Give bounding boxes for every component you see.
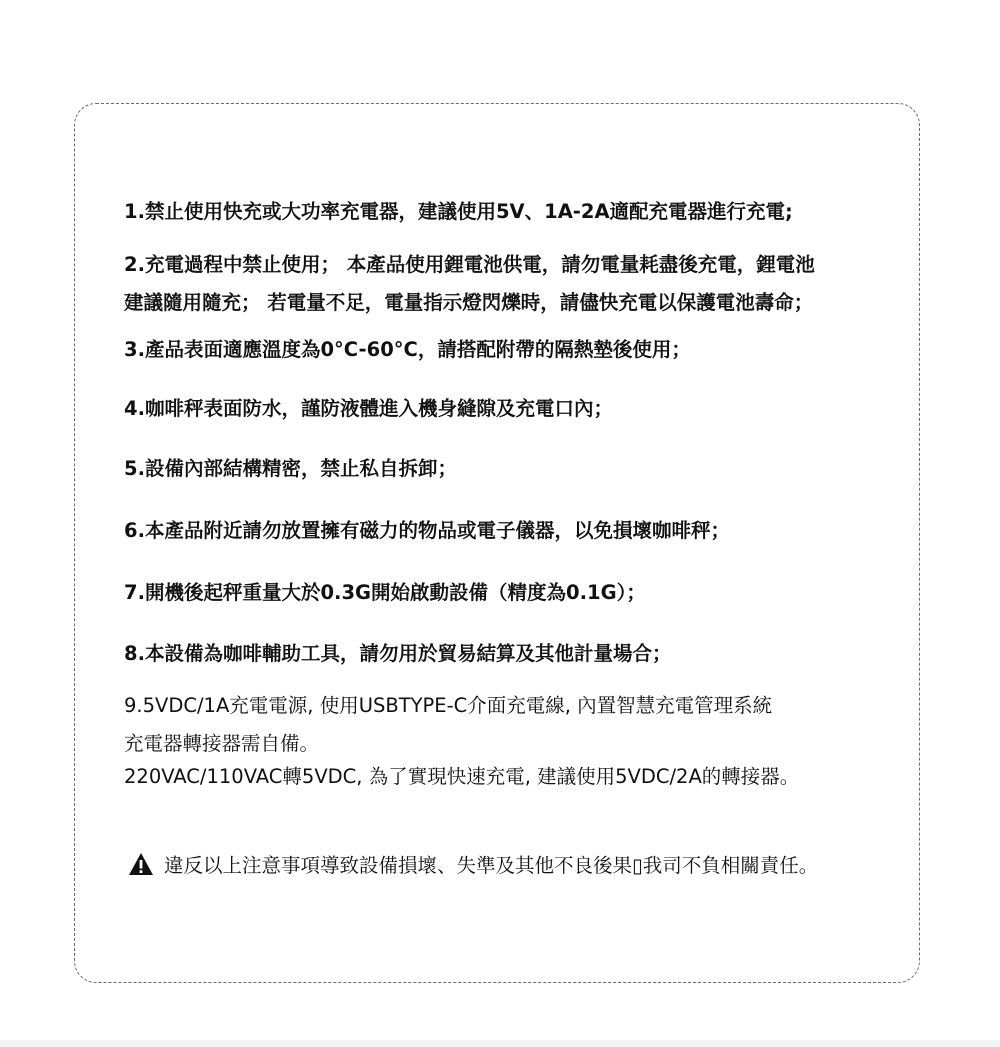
note-5: 5.設備內部結構精密，禁止私自拆卸； — [124, 457, 457, 480]
note-8: 8.本設備為咖啡輔助工具，請勿用於貿易結算及其他計量場合； — [124, 642, 672, 665]
warning-triangle-icon — [128, 852, 154, 876]
note-2-line-2: 建議隨用隨充； 若電量不足，電量指示燈閃爍時，請儘快充電以保護電池壽命； — [124, 291, 814, 314]
warning-notice — [128, 849, 818, 879]
bottom-band — [0, 1040, 1000, 1047]
note-3: 3.產品表面適應溫度為0°C-60°C，請搭配附帶的隔熱墊後使用； — [124, 338, 691, 361]
warning-text: 違反以上注意事項導致設備損壞、失準及其他不良後果▯我司不負相關責任。 — [164, 854, 819, 877]
note-6: 6.本產品附近請勿放置擁有磁力的物品或電子儀器，以免損壞咖啡秤； — [124, 519, 730, 542]
note-1: 1.禁止使用快充或大功率充電器，建議使用5V、1A-2A適配充電器進行充電; — [124, 200, 793, 223]
note-9-line-3: 220VAC/110VAC轉5VDC, 為了實現快速充電, 建議使用5VDC/2A的轉接器。 — [124, 765, 800, 788]
note-9-line-1: 9.5VDC/1A充電電源, 使用USBTYPE-C介面充電線, 內置智慧充電管理系統 — [124, 694, 773, 717]
note-9-line-2: 充電器轉接器需自備。 — [124, 732, 320, 755]
note-4: 4.咖啡秤表面防水，謹防液體進入機身縫隙及充電口內； — [124, 397, 613, 420]
note-7: 7.開機後起秤重量大於0.3G開始啟動設備（精度為0.1G）； — [124, 581, 646, 604]
note-2-line-1: 2.充電過程中禁止使用； 本產品使用鋰電池供電，請勿電量耗盡後充電，鋰電池 — [124, 253, 815, 276]
